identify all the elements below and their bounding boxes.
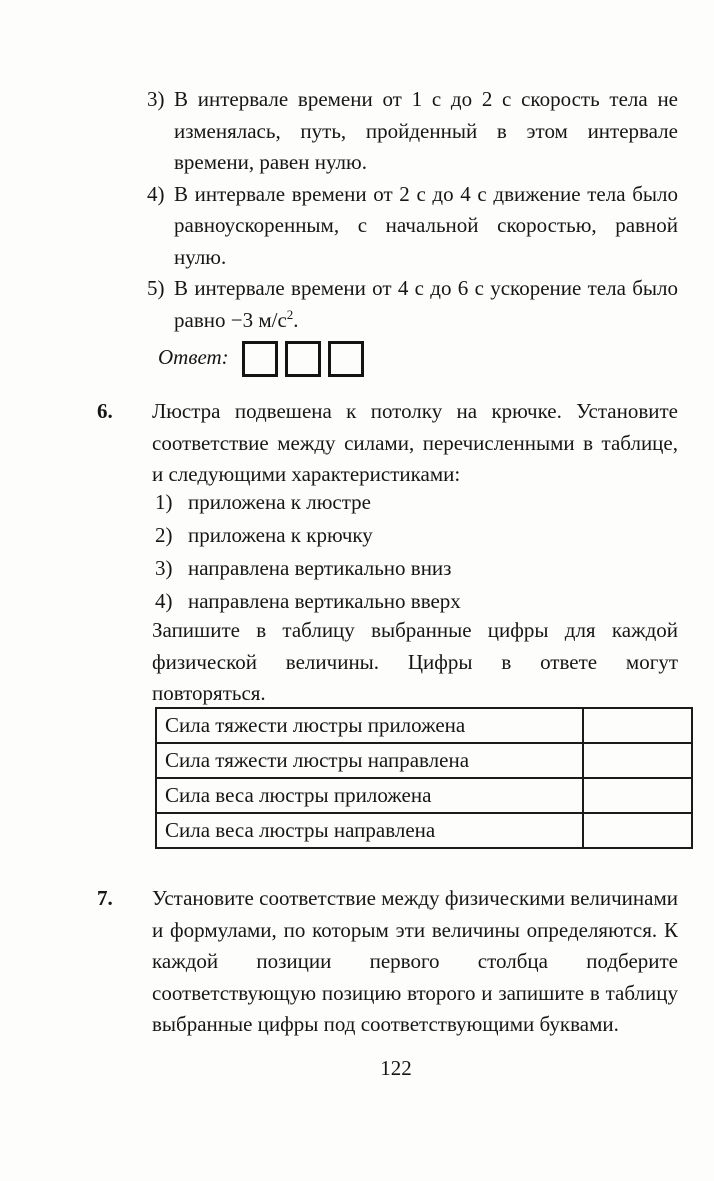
- statement-number: 5): [147, 276, 165, 300]
- page-number: 122: [380, 1056, 412, 1080]
- option-number: 2): [155, 523, 173, 547]
- answer-box-2: [285, 341, 321, 377]
- option-item: [155, 519, 675, 552]
- answer-boxes: [242, 341, 364, 377]
- question-6-options: [155, 486, 675, 618]
- option-number: 4): [155, 589, 173, 613]
- statement-item: [147, 84, 678, 179]
- option-text: приложена к люстре: [188, 490, 371, 514]
- option-item: [155, 486, 675, 519]
- option-text: приложена к крючку: [188, 523, 373, 547]
- table-row-answer-cell: [583, 778, 692, 813]
- statement-item: [147, 273, 678, 336]
- statement-text-tail: .: [293, 307, 299, 332]
- answer-box-1: [242, 341, 278, 377]
- option-text: направлена вертикально вверх: [188, 589, 461, 613]
- table-row-answer-cell: [583, 743, 692, 778]
- option-number: 1): [155, 490, 173, 514]
- option-number: 3): [155, 556, 173, 580]
- question-6-intro: Люстра подвешена к потолку на крючке. Установите соответствие между силами, перечисленными в таблице, и следующими характеристиками:: [152, 399, 678, 486]
- statement-text: В интервале времени от 2 с до 4 с движение тела было равноускоренным, с начальной скоростью, равной нулю.: [174, 181, 678, 269]
- table-row-answer-cell: [583, 813, 692, 848]
- table-row-label: Сила веса люстры приложена: [156, 778, 583, 813]
- table-row: [156, 708, 692, 743]
- option-text: направлена вертикально вниз: [188, 556, 452, 580]
- question-6-number: 6.: [97, 399, 113, 423]
- answer-label: Ответ:: [158, 345, 229, 370]
- question-7-text: Установите соответствие между физическими величинами и формулами, по которым эти величины определяются. К каждой позиции первого столбца подберите соответствующую позицию второго и запишите в таблицу выбранные цифры под соответствующими буквами.: [152, 886, 678, 1036]
- table-row-label: Сила тяжести люстры направлена: [156, 743, 583, 778]
- statement-item: [147, 179, 678, 274]
- matching-table: [155, 707, 693, 849]
- table-row-label: Сила веса люстры направлена: [156, 813, 583, 848]
- option-item: [155, 585, 675, 618]
- statement-list: [147, 84, 678, 336]
- table-row-label: Сила тяжести люстры приложена: [156, 708, 583, 743]
- question-7-number: 7.: [97, 886, 113, 910]
- superscript: 2: [286, 306, 294, 322]
- statement-number: 4): [147, 181, 165, 206]
- table-row-answer-cell: [583, 708, 692, 743]
- table-row: [156, 778, 692, 813]
- statement-text: В интервале времени от 4 с до 6 с ускорение тела было равно −3 $м/с^2$.: [174, 276, 678, 332]
- answer-row: [158, 339, 364, 377]
- table-row: [156, 813, 692, 848]
- statement-number: 3): [147, 87, 165, 111]
- table-row: [156, 743, 692, 778]
- statement-text: В интервале времени от 1 с до 2 с скорость тела не изменялась, путь, пройденный в этом интервале времени, равен нулю.: [174, 87, 678, 174]
- question-6-instruction: Запишите в таблицу выбранные цифры для каждой физической величины. Цифры в ответе могут повторяться.: [152, 618, 678, 705]
- option-item: [155, 552, 675, 585]
- answer-box-3: [328, 341, 364, 377]
